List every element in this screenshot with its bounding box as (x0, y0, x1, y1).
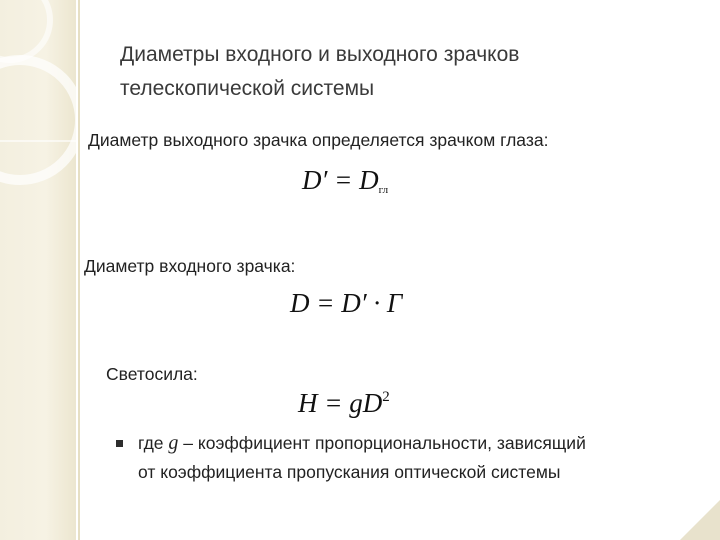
formula-exit-pupil-sub: гл (378, 184, 389, 196)
formula-aperture (298, 388, 390, 419)
bullet-variable: g (168, 432, 179, 454)
title-line-2: телескопической системы (120, 77, 375, 100)
title-line-1: Диаметры входного и выходного зрачков (120, 43, 520, 66)
formula-exit-pupil (302, 165, 388, 196)
divider-line (78, 0, 80, 540)
bullet-rest: – коэффициент пропорциональности, зависящий (183, 433, 586, 453)
formula-aperture-expr: H = gD (298, 388, 383, 418)
slide-title (120, 38, 680, 106)
bullet-line-1 (138, 429, 708, 458)
exit-pupil-text: Диаметр выходного зрачка определяется зрачком глаза: (88, 130, 549, 150)
bullet-line-2: от коэффициента пропускания оптической системы (138, 462, 561, 482)
bullet-text (138, 429, 708, 487)
decorative-circles (0, 0, 76, 540)
decorative-side-panel (0, 0, 76, 540)
bullet-marker (116, 440, 123, 447)
entrance-pupil-text: Диаметр входного зрачка: (84, 256, 296, 276)
formula-aperture-sup: 2 (382, 389, 390, 405)
formula-entrance-pupil-expr: D = D′ · Γ (290, 288, 403, 318)
aperture-text: Светосила: (106, 364, 198, 384)
bullet-prefix: где (138, 433, 164, 453)
corner-fold (680, 500, 720, 540)
formula-entrance-pupil (290, 288, 402, 319)
formula-exit-pupil-lhs: D′ = D (302, 165, 379, 195)
